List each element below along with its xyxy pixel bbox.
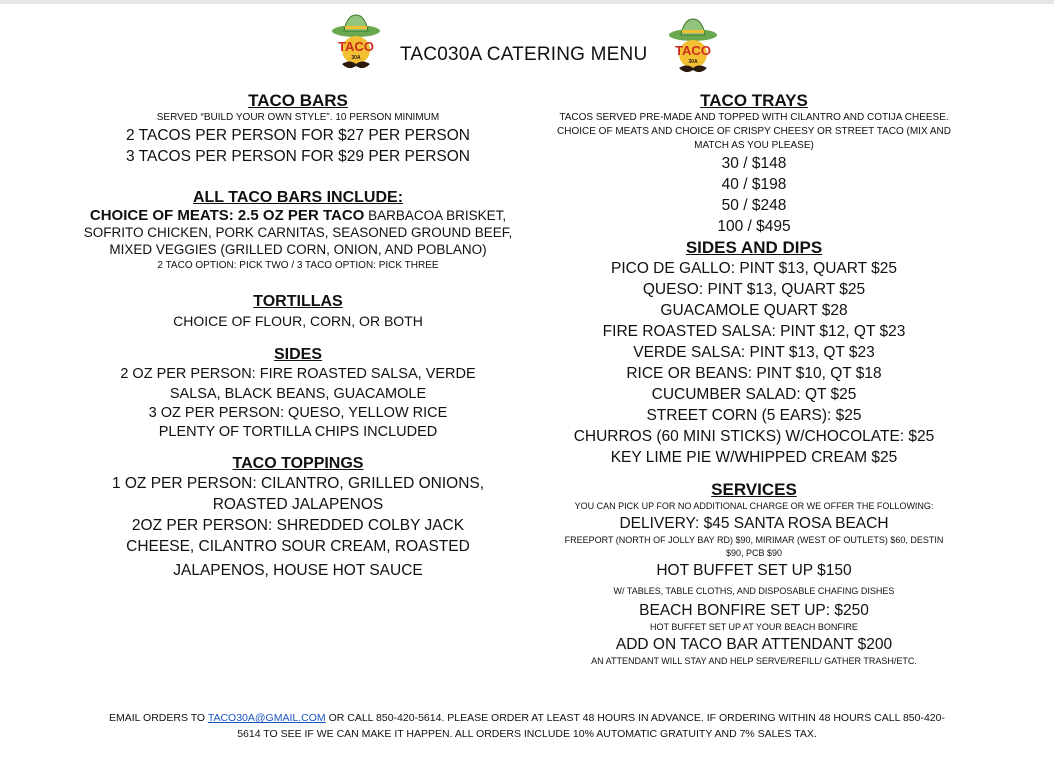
buffet-note: W/ TABLES, TABLE CLOTHS, AND DISPOSABLE CHAFING DISHES — [613, 586, 895, 596]
taco-bars-note: SERVED “BUILD YOUR OWN STYLE”. 10 PERSON MINIMUM — [156, 112, 440, 123]
taco-bars-heading: TACO BARS — [248, 91, 348, 110]
sides-section — [82, 345, 514, 442]
page-title: TAC030A CATERING MENU — [400, 44, 648, 65]
meats-list: BARBACOA BRISKET, SOFRITO CHICKEN, PORK CARNITAS, SEASONED GROUND BEEF, MIXED VEGGIES (GRILLED CORN, ONION, AND POBLANO) — [83, 208, 513, 257]
right-column — [545, 91, 963, 668]
toppings-section — [82, 454, 514, 581]
trays-section — [545, 91, 963, 237]
tray-price-30: 30 / $148 — [721, 155, 787, 172]
top-border — [0, 0, 1054, 4]
buffet-line: HOT BUFFET SET UP $150 — [656, 562, 852, 579]
tortillas-heading: TORTILLAS — [253, 293, 343, 310]
includes-heading: ALL TACO BARS INCLUDE: — [192, 189, 404, 206]
dips-item: CUCUMBER SALAD: QT $25 — [651, 386, 857, 403]
dips-item: GUACAMOLE QUART $28 — [660, 302, 848, 319]
footer-suffix: OR CALL 850-420-5614. PLEASE ORDER AT LEAST 48 HOURS IN ADVANCE. IF ORDERING WITHIN 48 HOURS CALL 850-420-5614 TO SEE IF WE CAN MAKE IT HAPPEN. ALL ORDERS INCLUDE 10% AUTOMATIC GRATUITY AND 7% SALES TAX. — [237, 712, 945, 740]
sides-line-2: 3 OZ PER PERSON: QUESO, YELLOW RICE — [148, 405, 448, 421]
toppings-line-2: 2OZ PER PERSON: SHREDDED COLBY JACK CHEESE, CILANTRO SOUR CREAM, ROASTED — [126, 517, 470, 555]
dips-item: PICO DE GALLO: PINT $13, QUART $25 — [610, 260, 897, 277]
pick-note: 2 TACO OPTION: PICK TWO / 3 TACO OPTION: PICK THREE — [157, 260, 439, 271]
services-intro: YOU CAN PICK UP FOR NO ADDITIONAL CHARGE OR WE OFFER THE FOLLOWING: — [574, 501, 934, 511]
menu-header — [0, 14, 1054, 80]
toppings-heading: TACO TOPPINGS — [232, 455, 364, 472]
dips-item: KEY LIME PIE W/WHIPPED CREAM $25 — [610, 449, 898, 466]
attendant-line: ADD ON TACO BAR ATTENDANT $200 — [615, 636, 893, 653]
svg-text:30A: 30A — [351, 55, 361, 61]
toppings-line-3: JALAPENOS, HOUSE HOT SAUCE — [173, 562, 423, 579]
sides-line-3: PLENTY OF TORTILLA CHIPS INCLUDED — [158, 424, 438, 440]
attendant-note: AN ATTENDANT WILL STAY AND HELP SERVE/REFILL/ GATHER TRASH/ETC. — [591, 656, 917, 666]
taco-bars-option-3: 3 TACOS PER PERSON FOR $29 PER PERSON — [126, 148, 470, 165]
taco-bars-option-2: 2 TACOS PER PERSON FOR $27 PER PERSON — [126, 127, 470, 144]
tray-price-100: 100 / $495 — [717, 218, 791, 235]
taco30a-logo-right — [667, 18, 719, 76]
tray-price-40: 40 / $198 — [721, 176, 787, 193]
trays-description: TACOS SERVED PRE-MADE AND TOPPED WITH CILANTRO AND COTIJA CHEESE. CHOICE OF MEATS AND CHOICE OF CRISPY CHEESY OR STREET TACO (MIX AND MATCH AS YOU PLEASE) — [557, 112, 951, 151]
trays-heading: TACO TRAYS — [700, 91, 808, 110]
meats-text — [82, 207, 514, 258]
sides-line-1: 2 OZ PER PERSON: FIRE ROASTED SALSA, VERDE SALSA, BLACK BEANS, GUACAMOLE — [120, 366, 476, 402]
includes-section — [82, 188, 514, 273]
left-column — [82, 91, 514, 581]
delivery-note: FREEPORT (NORTH OF JOLLY BAY RD) $90, MIRIMAR (WEST OF OUTLETS) $60, DESTIN $90, PCB $90 — [564, 535, 944, 558]
svg-text:30A: 30A — [688, 59, 698, 65]
bonfire-line: BEACH BONFIRE SET UP: $250 — [639, 602, 869, 619]
svg-text:TACO: TACO — [338, 39, 374, 54]
dips-item: QUESO: PINT $13, QUART $25 — [642, 281, 866, 298]
dips-item: VERDE SALSA: PINT $13, QT $23 — [633, 344, 875, 361]
email-link[interactable]: TACO30A@GMAIL.COM — [207, 712, 326, 724]
delivery-line: DELIVERY: $45 SANTA ROSA BEACH — [619, 515, 889, 532]
taco30a-logo — [330, 14, 382, 72]
dips-section — [545, 238, 963, 468]
sides-heading: SIDES — [273, 346, 322, 363]
services-heading: SERVICES — [711, 480, 797, 499]
bonfire-note: HOT BUFFET SET UP AT YOUR BEACH BONFIRE — [650, 622, 858, 632]
dips-heading: SIDES AND DIPS — [685, 238, 823, 257]
tortillas-section — [82, 292, 514, 331]
taco-bars-section — [82, 91, 514, 167]
order-footer — [100, 710, 954, 742]
dips-item: FIRE ROASTED SALSA: PINT $12, QT $23 — [602, 323, 906, 340]
dips-item: RICE OR BEANS: PINT $10, QT $18 — [626, 365, 882, 382]
meats-label: CHOICE OF MEATS: 2.5 OZ PER TACO — [89, 207, 365, 224]
tray-price-50: 50 / $248 — [721, 197, 787, 214]
svg-text:TACO: TACO — [675, 43, 711, 58]
services-section — [545, 480, 963, 668]
dips-item: STREET CORN (5 EARS): $25 — [646, 407, 862, 424]
dips-item: CHURROS (60 MINI STICKS) W/CHOCOLATE: $25 — [573, 428, 935, 445]
toppings-line-1: 1 OZ PER PERSON: CILANTRO, GRILLED ONIONS, ROASTED JALAPENOS — [111, 475, 485, 513]
footer-prefix: EMAIL ORDERS TO — [109, 712, 208, 724]
tortillas-text: CHOICE OF FLOUR, CORN, OR BOTH — [173, 313, 423, 329]
